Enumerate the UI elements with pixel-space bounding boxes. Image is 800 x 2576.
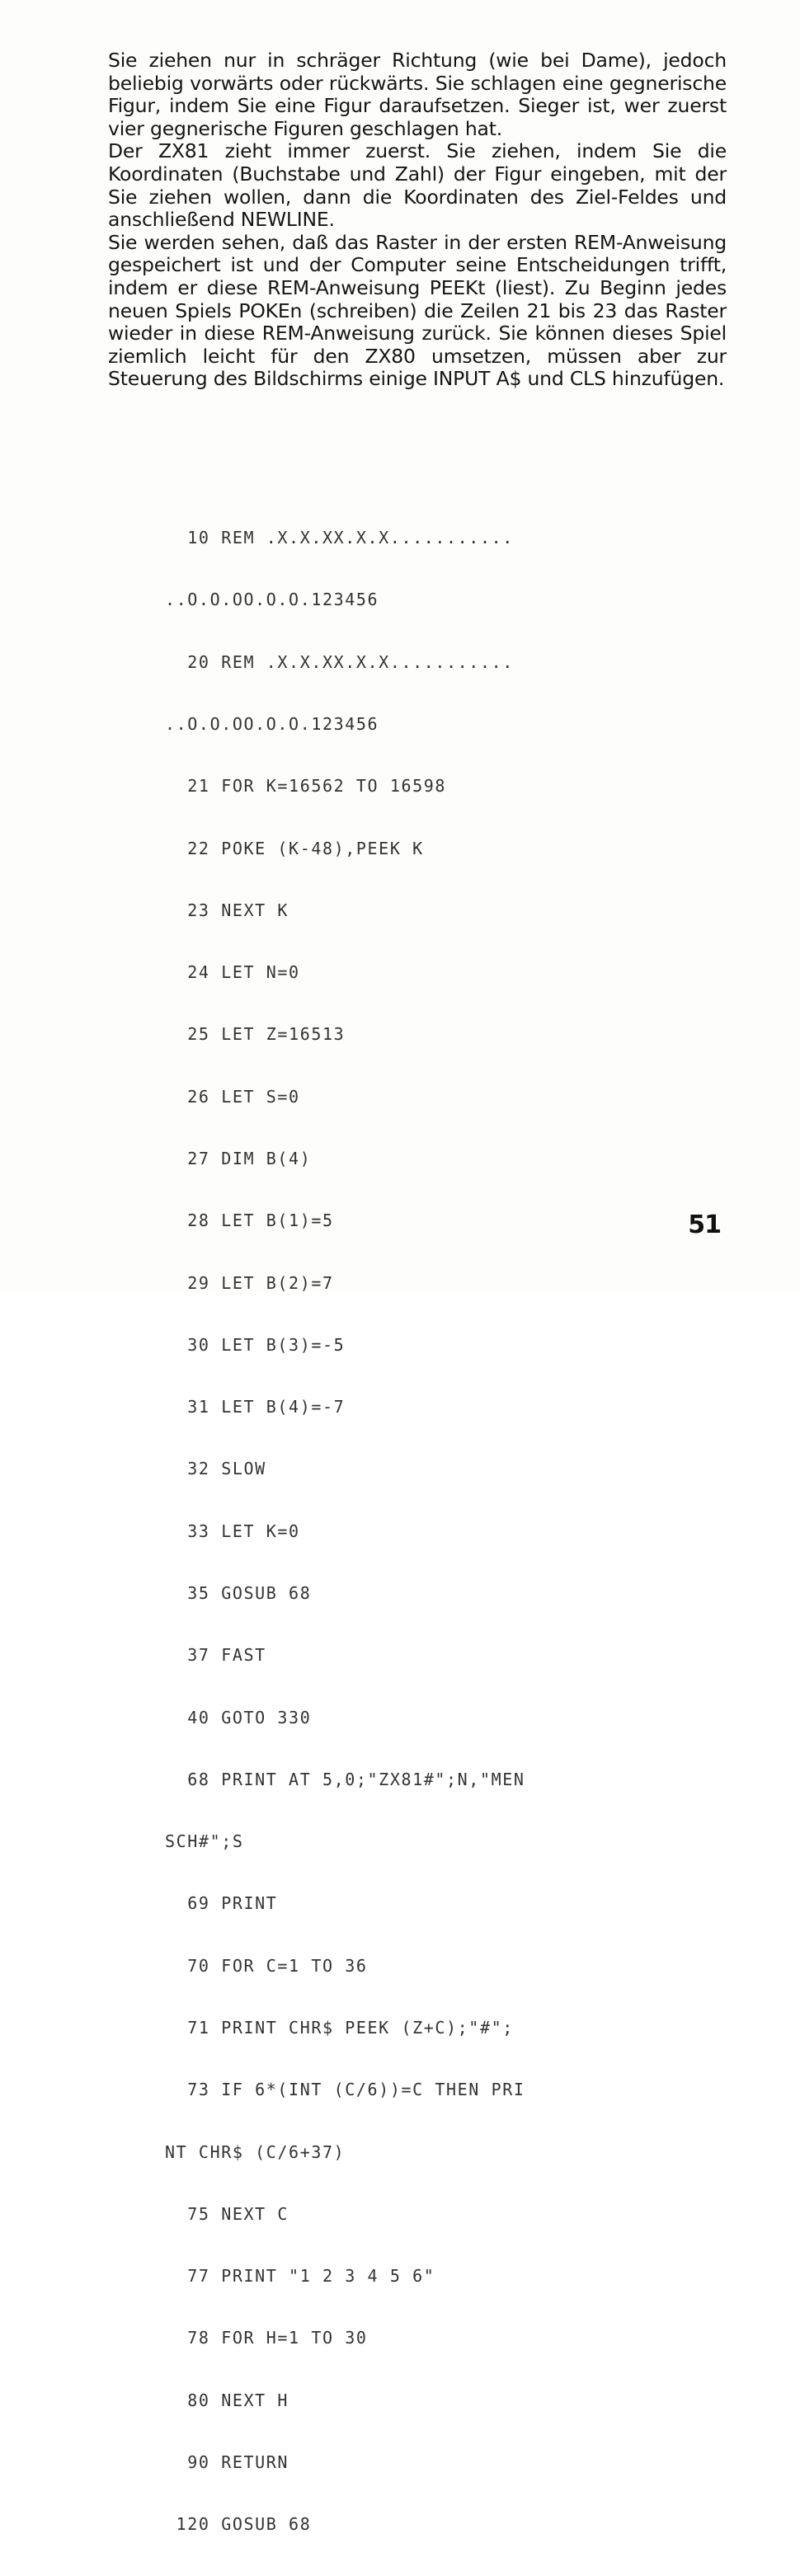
code-line: 27 DIM B(4) xyxy=(165,1149,312,1168)
code-line: 35 GOSUB 68 xyxy=(165,1582,312,1603)
code-line: 28 LET B(1)=5 xyxy=(165,1210,334,1231)
paragraph-rem-explanation: Sie werden sehen, daß das Raster in der ersten REM-Anweisung gespeichert ist und der Computer seine Entscheidungen trifft, indem er diese REM-Anweisung PEEKt (liest). Zu Beginn jedes neuen Spiels POKEn (schreiben) die Zeilen 21 bis 23 das Raster wieder in diese REM-Anweisung zurück. Sie können dieses Spiel ziemlich leicht für den ZX80 umsetzen, müssen aber zur Steuerung des Bildschirms einige INPUT A$ und CLS hinzufügen. xyxy=(108,230,727,391)
code-line: 120 GOSUB 68 xyxy=(165,2514,312,2535)
code-line: SCH#";S xyxy=(165,1831,244,1852)
code-line: 20 REM .X.X.XX.X.X........... xyxy=(165,651,514,672)
code-line: 10 REM .X.X.XX.X.X........... xyxy=(165,528,514,548)
code-line: 75 NEXT C xyxy=(165,2203,289,2224)
code-line: NT CHR$ (C/6+37) xyxy=(165,2141,346,2162)
code-line: 40 GOTO 330 xyxy=(165,1707,312,1728)
code-line: 33 LET K=0 xyxy=(165,1521,300,1541)
body-text xyxy=(108,49,727,391)
code-line: 22 POKE (K-48),PEEK K xyxy=(165,838,424,858)
code-line: 24 LET N=0 xyxy=(165,962,300,983)
code-line: 90 RETURN xyxy=(165,2451,289,2472)
paragraph-input-instructions: Der ZX81 zieht immer zuerst. Sie ziehen, indem Sie die Koordinaten (Buchstabe und Zahl) der Figur eingeben, mit der Sie ziehen wollen, dann die Koordinaten des Ziel-Feldes und anschließend NEWLINE. xyxy=(108,139,727,232)
code-line: 77 PRINT "1 2 3 4 5 6" xyxy=(165,2266,435,2287)
code-line: 25 LET Z=16513 xyxy=(165,1024,346,1045)
code-line: 29 LET B(2)=7 xyxy=(165,1272,334,1293)
code-line: 21 FOR K=16562 TO 16598 xyxy=(165,776,447,797)
code-line: 78 FOR H=1 TO 30 xyxy=(165,2328,368,2348)
code-line: ..O.O.OO.O.O.123456 xyxy=(165,714,379,735)
code-line: 37 FAST xyxy=(165,1645,266,1666)
page-number: 51 xyxy=(688,1210,721,1239)
code-line: 23 NEXT K xyxy=(165,900,289,920)
code-line: 32 SLOW xyxy=(165,1459,266,1479)
code-line: 68 PRINT AT 5,0;"ZX81#";N,"MEN xyxy=(165,1769,525,1789)
paragraph-rules: Sie ziehen nur in schräger Richtung (wie bei Dame), jedoch beliebig vorwärts oder rückwärts. Sie schlagen eine gegnerische Figur, indem Sie eine Figur daraufsetzen. Sieger ist, wer zuerst vier gegnerische Figuren geschlagen hat. xyxy=(108,49,727,140)
code-line: 80 NEXT H xyxy=(165,2390,289,2410)
code-line: ..O.O.OO.O.O.123456 xyxy=(165,590,379,610)
code-line: 69 PRINT xyxy=(165,1893,278,1914)
basic-program-listing xyxy=(165,487,660,2576)
code-line: 26 LET S=0 xyxy=(165,1086,300,1107)
code-line: 73 IF 6*(INT (C/6))=C THEN PRI xyxy=(165,2080,525,2100)
code-line: 31 LET B(4)=-7 xyxy=(165,1397,346,1417)
code-line: 30 LET B(3)=-5 xyxy=(165,1334,346,1355)
code-line: 71 PRINT CHR$ PEEK (Z+C);"#"; xyxy=(165,2017,514,2038)
code-line: 70 FOR C=1 TO 36 xyxy=(165,1955,368,1976)
